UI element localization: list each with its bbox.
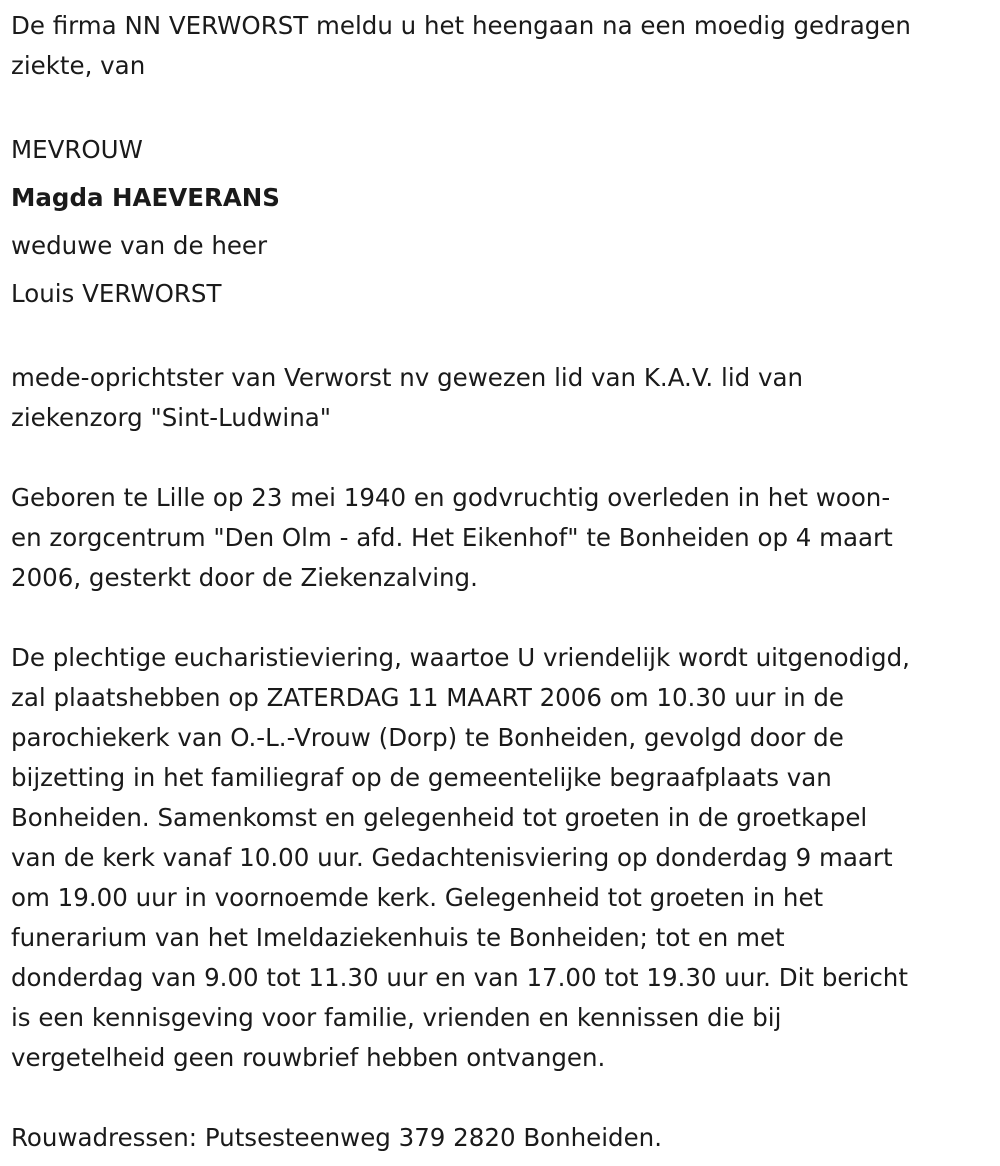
honorific-title: MEVROUW xyxy=(11,135,143,164)
birth-death-paragraph xyxy=(11,478,996,598)
paragraph-spacer xyxy=(11,598,996,638)
intro-paragraph xyxy=(11,6,996,86)
ceremony-line: van de kerk vanaf 10.00 uur. Gedachtenisviering op donderdag 9 maart xyxy=(11,843,893,872)
spouse-name: Louis VERWORST xyxy=(11,279,222,308)
ceremony-line: zal plaatshebben op ZATERDAG 11 MAART 2006 om 10.30 uur in de xyxy=(11,683,844,712)
intro-line: ziekte, van xyxy=(11,51,146,80)
affiliation-line: mede-oprichtster van Verworst nv gewezen lid van K.A.V. lid van xyxy=(11,363,804,392)
ceremony-line: funerarium van het Imeldaziekenhuis te Bonheiden; tot en met xyxy=(11,923,785,952)
paragraph-spacer xyxy=(11,86,996,126)
ceremony-line: bijzetting in het familiegraf op de gemeentelijke begraafplaats van xyxy=(11,763,832,792)
intro-line: De firma NN VERWORST meldu u het heengaan na een moedig gedragen xyxy=(11,11,911,40)
ceremony-paragraph xyxy=(11,638,996,1078)
birth-death-line: en zorgcentrum "Den Olm - afd. Het Eikenhof" te Bonheiden op 4 maart xyxy=(11,523,893,552)
birth-death-line: Geboren te Lille op 23 mei 1940 en godvruchtig overleden in het woon- xyxy=(11,483,891,512)
paragraph-spacer xyxy=(11,438,996,478)
address-paragraph xyxy=(11,1118,996,1158)
mourning-address: Rouwadressen: Putsesteenweg 379 2820 Bonheiden. xyxy=(11,1123,662,1152)
relation-text: weduwe van de heer xyxy=(11,231,268,260)
ceremony-line: om 19.00 uur in voornoemde kerk. Gelegenheid tot groeten in het xyxy=(11,883,824,912)
affiliation-paragraph xyxy=(11,358,996,438)
deceased-name: Magda HAEVERANS xyxy=(11,183,280,212)
paragraph-spacer xyxy=(11,1078,996,1118)
ceremony-line: Bonheiden. Samenkomst en gelegenheid tot groeten in de groetkapel xyxy=(11,803,868,832)
ceremony-line: is een kennisgeving voor familie, vrienden en kennissen die bij xyxy=(11,1003,782,1032)
obituary-notice xyxy=(11,6,996,1158)
paragraph-spacer xyxy=(11,318,996,358)
birth-death-line: 2006, gesterkt door de Ziekenzalving. xyxy=(11,563,478,592)
deceased-block xyxy=(11,126,996,318)
ceremony-line: donderdag van 9.00 tot 11.30 uur en van 17.00 tot 19.30 uur. Dit bericht xyxy=(11,963,908,992)
affiliation-line: ziekenzorg "Sint-Ludwina" xyxy=(11,403,332,432)
ceremony-line: De plechtige eucharistieviering, waartoe U vriendelijk wordt uitgenodigd, xyxy=(11,643,910,672)
ceremony-line: parochiekerk van O.-L.-Vrouw (Dorp) te Bonheiden, gevolgd door de xyxy=(11,723,844,752)
ceremony-line: vergetelheid geen rouwbrief hebben ontvangen. xyxy=(11,1043,606,1072)
